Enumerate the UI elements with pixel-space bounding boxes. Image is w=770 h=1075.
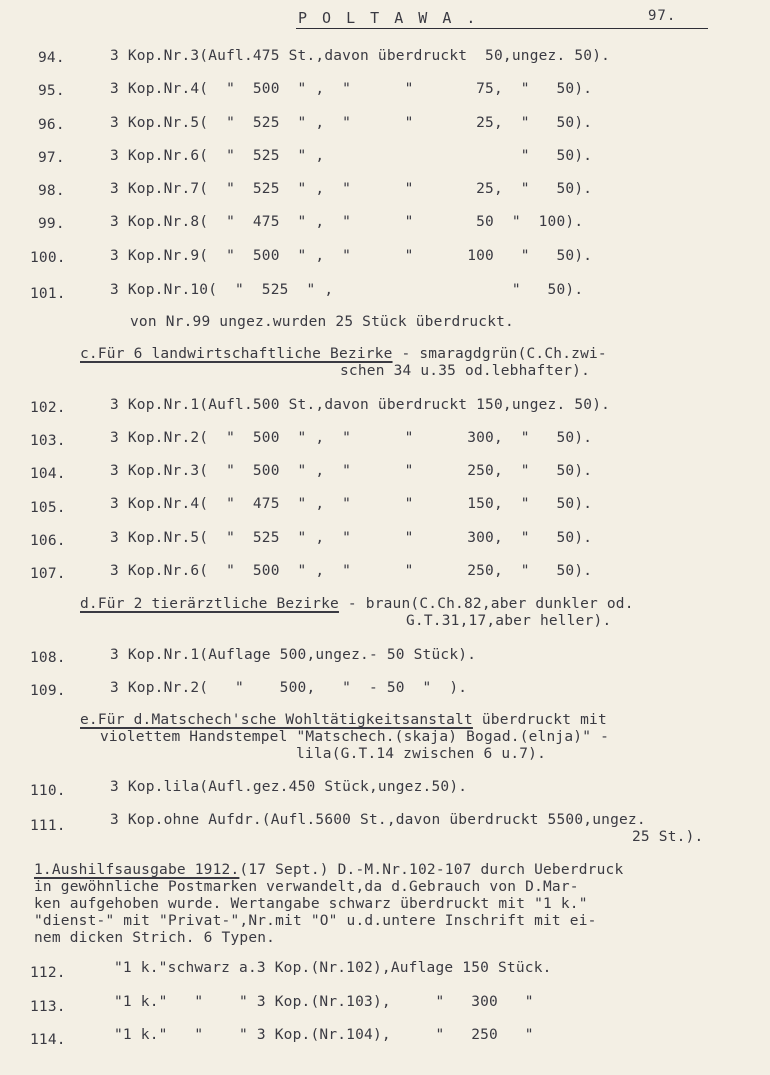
entry-number: 96. — [38, 117, 65, 133]
section-c-heading-line — [80, 346, 607, 363]
entry-text: 3 Kop.lila(Aufl.gez.450 Stück,ungez.50). — [110, 779, 468, 795]
entry-text: 3 Kop.Nr.2( " 500, " - 50 " ). — [110, 680, 468, 696]
entry-number: 101. — [30, 286, 66, 302]
entry-number: 98. — [38, 183, 65, 199]
section-d-heading: d.Für 2 tierärztliche Bezirke — [80, 596, 339, 612]
page-number: 97. — [648, 8, 677, 24]
entry-number: 111. — [30, 818, 66, 834]
section-d-description-cont: G.T.31,17,aber heller). — [406, 613, 612, 629]
entry-number: 105. — [30, 500, 66, 516]
entry-text: 3 Kop.ohne Aufdr.(Aufl.5600 St.,davon überdruckt 5500,ungez. — [110, 812, 646, 828]
section-1-description: (17 Sept.) D.-M.Nr.102-107 durch Ueberdruck — [239, 862, 624, 878]
entry-number: 100. — [30, 250, 66, 266]
entry-text: 3 Kop.Nr.6( " 500 " , " " 250, " 50). — [110, 563, 593, 579]
entry-text: 3 Kop.Nr.3( " 500 " , " " 250, " 50). — [110, 463, 593, 479]
note-text: von Nr.99 ungez.wurden 25 Stück überdruckt. — [130, 314, 514, 330]
entry-number: 114. — [30, 1032, 66, 1048]
section-c-description-cont: schen 34 u.35 od.lebhafter). — [340, 363, 591, 379]
entry-text: 3 Kop.Nr.1(Auflage 500,ungez.- 50 Stück). — [110, 647, 477, 663]
entry-text: 3 Kop.Nr.9( " 500 " , " " 100 " 50). — [110, 248, 593, 264]
section-1-heading-line — [34, 862, 623, 879]
entry-number: 107. — [30, 566, 66, 582]
entry-text: 3 Kop.Nr.2( " 500 " , " " 300, " 50). — [110, 430, 593, 446]
entry-number: 113. — [30, 999, 66, 1015]
entry-text: 3 Kop.Nr.8( " 475 " , " " 50 " 100). — [110, 214, 584, 230]
entry-text: 3 Kop.Nr.4( " 500 " , " " 75, " 50). — [110, 81, 593, 97]
header-rule — [296, 28, 708, 29]
section-c-description: - smaragdgrün(C.Ch.zwi- — [392, 346, 607, 362]
entry-number: 112. — [30, 965, 66, 981]
entry-text: "1 k."schwarz a.3 Kop.(Nr.102),Auflage 150 Stück. — [114, 960, 552, 976]
section-1-description-cont: in gewöhnliche Postmarken verwandelt,da d.Gebrauch von D.Mar- — [34, 879, 579, 895]
entry-number: 104. — [30, 466, 66, 482]
section-e-description: überdruckt mit — [472, 712, 607, 728]
entry-text: 3 Kop.Nr.10( " 525 " , " 50). — [110, 282, 584, 298]
section-c-heading: c.Für 6 landwirtschaftliche Bezirke — [80, 346, 393, 362]
entry-text: 3 Kop.Nr.6( " 525 " , " 50). — [110, 148, 593, 164]
entry-text: 3 Kop.Nr.7( " 525 " , " " 25, " 50). — [110, 181, 593, 197]
entry-text: 3 Kop.Nr.5( " 525 " , " " 300, " 50). — [110, 530, 593, 546]
entry-text: 3 Kop.Nr.1(Aufl.500 St.,davon überdruckt 150,ungez. 50). — [110, 397, 611, 413]
section-e-heading-line — [80, 712, 607, 729]
entry-number: 95. — [38, 83, 65, 99]
entry-number: 108. — [30, 650, 66, 666]
section-d-heading-line — [80, 596, 634, 613]
section-e-heading: e.Für d.Matschech'sche Wohltätigkeitsanstalt — [80, 712, 473, 728]
entry-number: 94. — [38, 50, 65, 66]
entry-number: 103. — [30, 433, 66, 449]
section-1-description-cont: nem dicken Strich. 6 Typen. — [34, 930, 276, 946]
entry-number: 97. — [38, 150, 65, 166]
entry-number: 99. — [38, 216, 65, 232]
entry-text: 3 Kop.Nr.3(Aufl.475 St.,davon überdruckt 50,ungez. 50). — [110, 48, 611, 64]
entry-number: 110. — [30, 783, 66, 799]
entry-number: 109. — [30, 683, 66, 699]
section-1-description-cont: "dienst-" mit "Privat-",Nr.mit "O" u.d.untere Inschrift mit ei- — [34, 913, 597, 929]
section-1-heading: 1.Aushilfsausgabe 1912. — [34, 862, 240, 878]
entry-text: "1 k." " " 3 Kop.(Nr.103), " 300 " — [114, 994, 534, 1010]
section-e-description-cont: lila(G.T.14 zwischen 6 u.7). — [296, 746, 547, 762]
section-d-description: - braun(C.Ch.82,aber dunkler od. — [338, 596, 634, 612]
section-e-description-cont: violettem Handstempel "Matschech.(skaja) Bogad.(elnja)" - — [100, 729, 609, 745]
entry-text: 3 Kop.Nr.4( " 475 " , " " 150, " 50). — [110, 496, 593, 512]
page-header-title: P O L T A W A . — [298, 9, 479, 27]
entry-text: 3 Kop.Nr.5( " 525 " , " " 25, " 50). — [110, 115, 593, 131]
entry-number: 106. — [30, 533, 66, 549]
entry-number: 102. — [30, 400, 66, 416]
section-1-description-cont: ken aufgehoben wurde. Wertangabe schwarz überdruckt mit "1 k." — [34, 896, 588, 912]
entry-text-cont: 25 St.). — [632, 829, 704, 845]
entry-text: "1 k." " " 3 Kop.(Nr.104), " 250 " — [114, 1027, 534, 1043]
